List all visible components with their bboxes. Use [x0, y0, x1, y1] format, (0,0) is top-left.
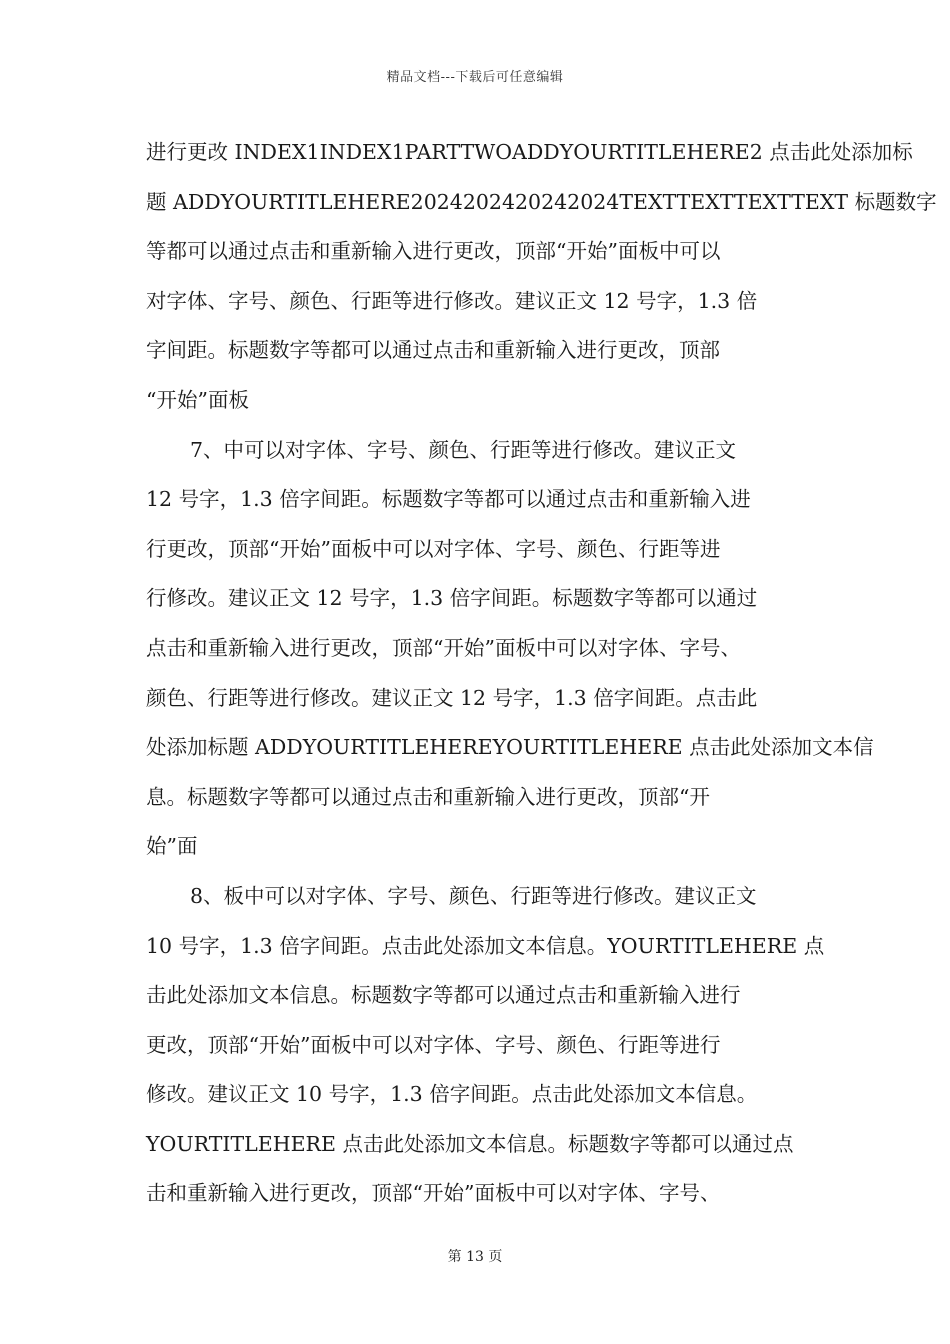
paragraph-8-start: 8、板中可以对字体、字号、颜色、行距等进行修改。建议正文 — [190, 883, 757, 908]
body-line: 字间距。标题数字等都可以通过点击和重新输入进行更改，顶部 — [146, 338, 720, 363]
document-body — [146, 128, 937, 1219]
body-line: 始”面 — [146, 834, 198, 859]
body-line: 等都可以通过点击和重新输入进行更改，顶部“开始”面板中可以 — [146, 239, 721, 264]
body-line: 进行更改 INDEX1INDEX1PARTTWOADDYOURTITLEHERE2 点击此处添加标 — [146, 140, 913, 164]
body-line: 10 号字，1.3 倍字间距。点击此处添加文本信息。YOURTITLEHERE 点 — [146, 933, 825, 958]
body-line: 行更改，顶部“开始”面板中可以对字体、字号、颜色、行距等进 — [146, 536, 721, 561]
body-line: 修改。建议正文 10 号字，1.3 倍字间距。点击此处添加文本信息。 — [146, 1082, 758, 1107]
body-line: 行修改。建议正文 12 号字，1.3 倍字间距。标题数字等都可以通过 — [146, 586, 758, 611]
paragraph-7-start: 7、中可以对字体、字号、颜色、行距等进行修改。建议正文 — [190, 437, 737, 462]
body-line: 击此处添加文本信息。标题数字等都可以通过点击和重新输入进行 — [146, 983, 741, 1008]
page-header: 精品文档---下载后可任意编辑 — [386, 70, 564, 85]
body-line: 处添加标题 ADDYOURTITLEHEREYOURTITLEHERE 点击此处添加文本信 — [146, 735, 874, 760]
body-line: 12 号字，1.3 倍字间距。标题数字等都可以通过点击和重新输入进 — [146, 487, 751, 512]
body-line: 题 ADDYOURTITLEHERE2024202420242024TEXTTEXTTEXTTEXT 标题数字 — [146, 189, 937, 214]
body-line: YOURTITLEHERE 点击此处添加文本信息。标题数字等都可以通过点 — [146, 1131, 794, 1156]
body-line: 对字体、字号、颜色、行距等进行修改。建议正文 12 号字，1.3 倍 — [146, 288, 758, 313]
body-line: 点击和重新输入进行更改，顶部“开始”面板中可以对字体、字号、 — [146, 635, 741, 660]
body-line: 击和重新输入进行更改，顶部“开始”面板中可以对字体、字号、 — [146, 1181, 721, 1206]
body-line: 更改，顶部“开始”面板中可以对字体、字号、颜色、行距等进行 — [146, 1032, 721, 1057]
body-line: 息。标题数字等都可以通过点击和重新输入进行更改，顶部“开 — [146, 784, 710, 809]
page-number: 第 13 页 — [447, 1249, 503, 1265]
body-line: “开始”面板 — [146, 387, 249, 412]
body-line: 颜色、行距等进行修改。建议正文 12 号字，1.3 倍字间距。点击此 — [146, 685, 758, 710]
